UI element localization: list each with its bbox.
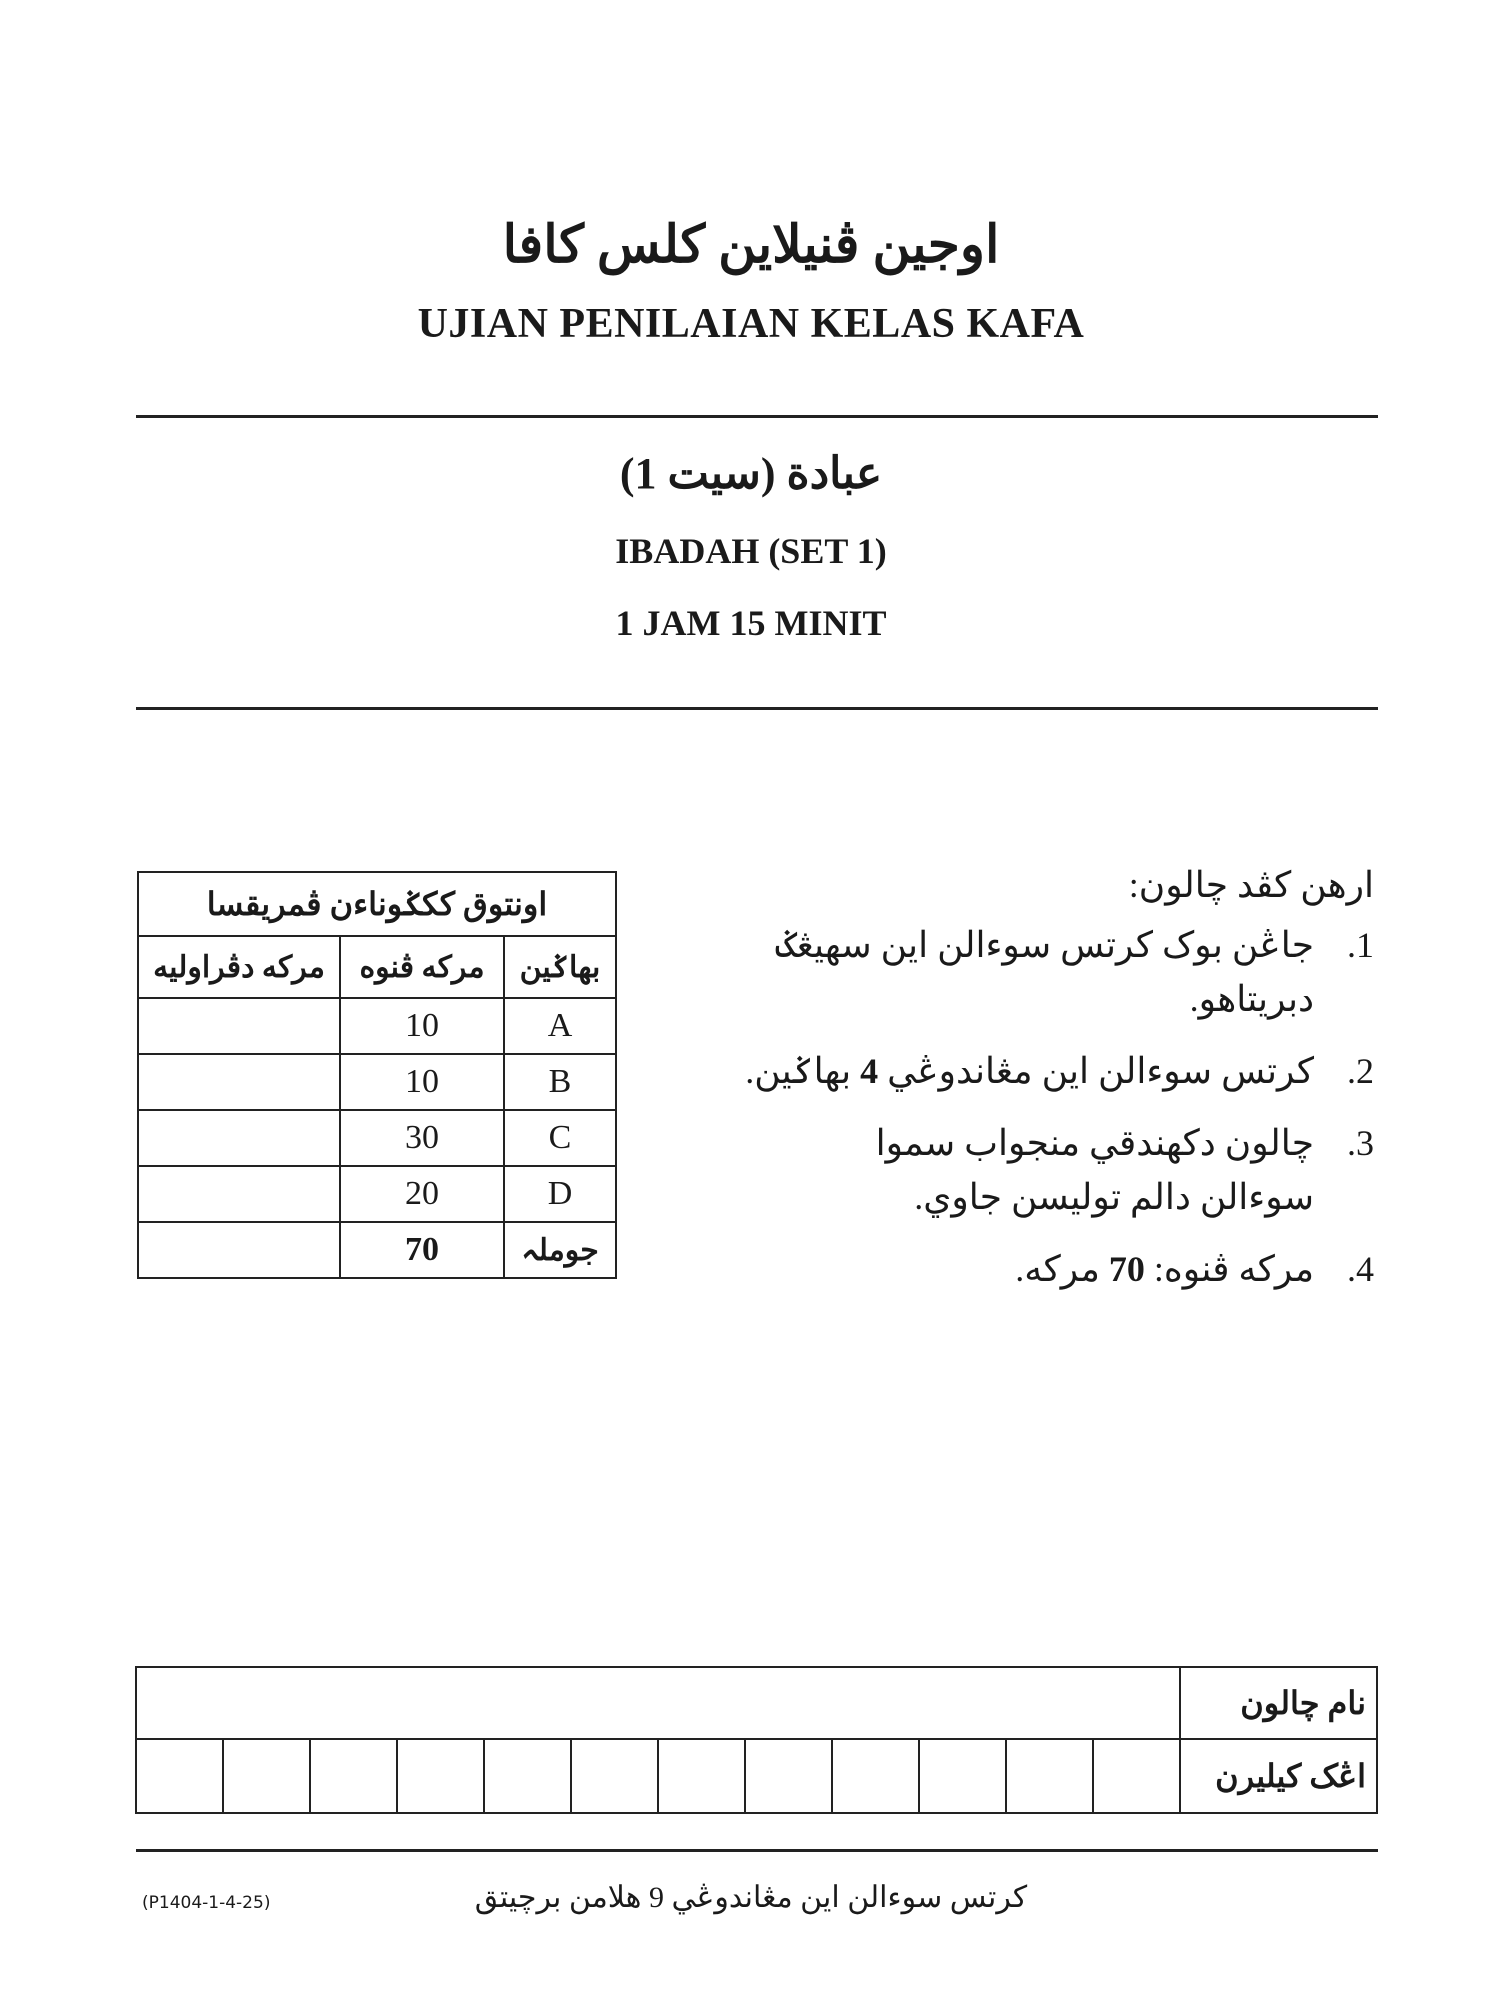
obtained-cell[interactable] [138, 998, 340, 1054]
obtained-cell[interactable] [138, 1054, 340, 1110]
item-number: 1. [1347, 925, 1374, 965]
list-item [654, 1044, 1374, 1098]
item-text-post: مركه. [1015, 1249, 1100, 1289]
subject-title-jawi: عبادة (سيت 1) [619, 449, 883, 498]
item-text: جاڠن بوک كرتس سوءالن اين سهيڠݢ دبريتاهو. [775, 925, 1314, 1019]
ic-number-label: اڠک کيليرن [1180, 1739, 1377, 1813]
table-row [138, 1166, 616, 1222]
divider-footer [136, 1849, 1378, 1852]
obtained-cell[interactable] [138, 1110, 340, 1166]
ic-digit-box[interactable] [397, 1739, 484, 1813]
list-item [654, 918, 1374, 1026]
list-item [654, 1242, 1374, 1296]
exam-duration: 1 JAM 15 MINIT [615, 603, 887, 643]
item-text: چالون دکهندقي منجواب سموا سوءالن دالم توليسن جاوي. [875, 1123, 1314, 1217]
section-cell: B [504, 1054, 616, 1110]
total-full-marks-cell: 70 [340, 1222, 504, 1278]
item-number: 2. [1347, 1051, 1374, 1091]
header-section: بهاݢين [504, 936, 616, 998]
table-row [138, 1110, 616, 1166]
section-cell: D [504, 1166, 616, 1222]
header-full-marks: مركه ڤنوه [340, 936, 504, 998]
full-marks-cell: 20 [340, 1166, 504, 1222]
divider-top [136, 415, 1378, 418]
item-text [654, 1044, 1314, 1098]
item-text-pre: كرتس سوءالن اين مڠاندوڠي [887, 1051, 1314, 1091]
subject-title-latin: IBADAH (SET 1) [615, 531, 887, 571]
full-marks-cell: 30 [340, 1110, 504, 1166]
item-number: 3. [1347, 1123, 1374, 1163]
instructions-heading: ارهن كڤد چالون: [1128, 865, 1374, 905]
item-text [654, 1242, 1314, 1296]
item-number: 4. [1347, 1249, 1374, 1289]
item-text-post: بهاݢين. [745, 1051, 852, 1091]
section-count: 4 [860, 1051, 879, 1091]
full-marks-cell: 10 [340, 998, 504, 1054]
ic-digit-box[interactable] [223, 1739, 310, 1813]
ic-digit-box[interactable] [919, 1739, 1006, 1813]
ic-digit-box[interactable] [310, 1739, 397, 1813]
instructions [654, 858, 1374, 1314]
examiner-marks-table [137, 871, 617, 1279]
ic-digit-box[interactable] [571, 1739, 658, 1813]
ic-digit-box[interactable] [484, 1739, 571, 1813]
ic-digit-box[interactable] [1093, 1739, 1180, 1813]
total-label: جوملہ [504, 1222, 616, 1278]
full-marks-cell: 10 [340, 1054, 504, 1110]
marks-table-caption: اونتوق ککݢوناءن ڤمريقسا [138, 872, 616, 936]
title-latin: UJIAN PENILAIAN KELAS KAFA [417, 301, 1085, 347]
page-count-note: كرتس سوءالن اين مڠاندوڠي 9 هلامن برچيتق [474, 1881, 1028, 1914]
candidate-name-label: نام چالون [1180, 1667, 1377, 1739]
list-item [654, 1116, 1374, 1224]
full-marks-value: 70 [1108, 1249, 1145, 1289]
ic-digit-box[interactable] [832, 1739, 919, 1813]
table-row [138, 1054, 616, 1110]
section-cell: C [504, 1110, 616, 1166]
candidate-name-field[interactable] [136, 1667, 1180, 1739]
ic-digit-box[interactable] [1006, 1739, 1093, 1813]
ic-digit-box[interactable] [745, 1739, 832, 1813]
header-obtained: مركه دڤراوليه [138, 936, 340, 998]
table-row [138, 998, 616, 1054]
paper-code: (P1404-1-4-25) [142, 1893, 271, 1913]
obtained-cell[interactable] [138, 1166, 340, 1222]
total-obtained-cell[interactable] [138, 1222, 340, 1278]
ic-digit-box[interactable] [136, 1739, 223, 1813]
title-jawi: اوجين ڤنيلاين كلس كافا [502, 217, 1000, 274]
ic-digit-box[interactable] [658, 1739, 745, 1813]
divider-bottom [136, 707, 1378, 710]
candidate-info-box [135, 1666, 1378, 1814]
section-cell: A [504, 998, 616, 1054]
item-text-pre: مركه ڤنوه: [1153, 1249, 1314, 1289]
total-row [138, 1222, 616, 1278]
